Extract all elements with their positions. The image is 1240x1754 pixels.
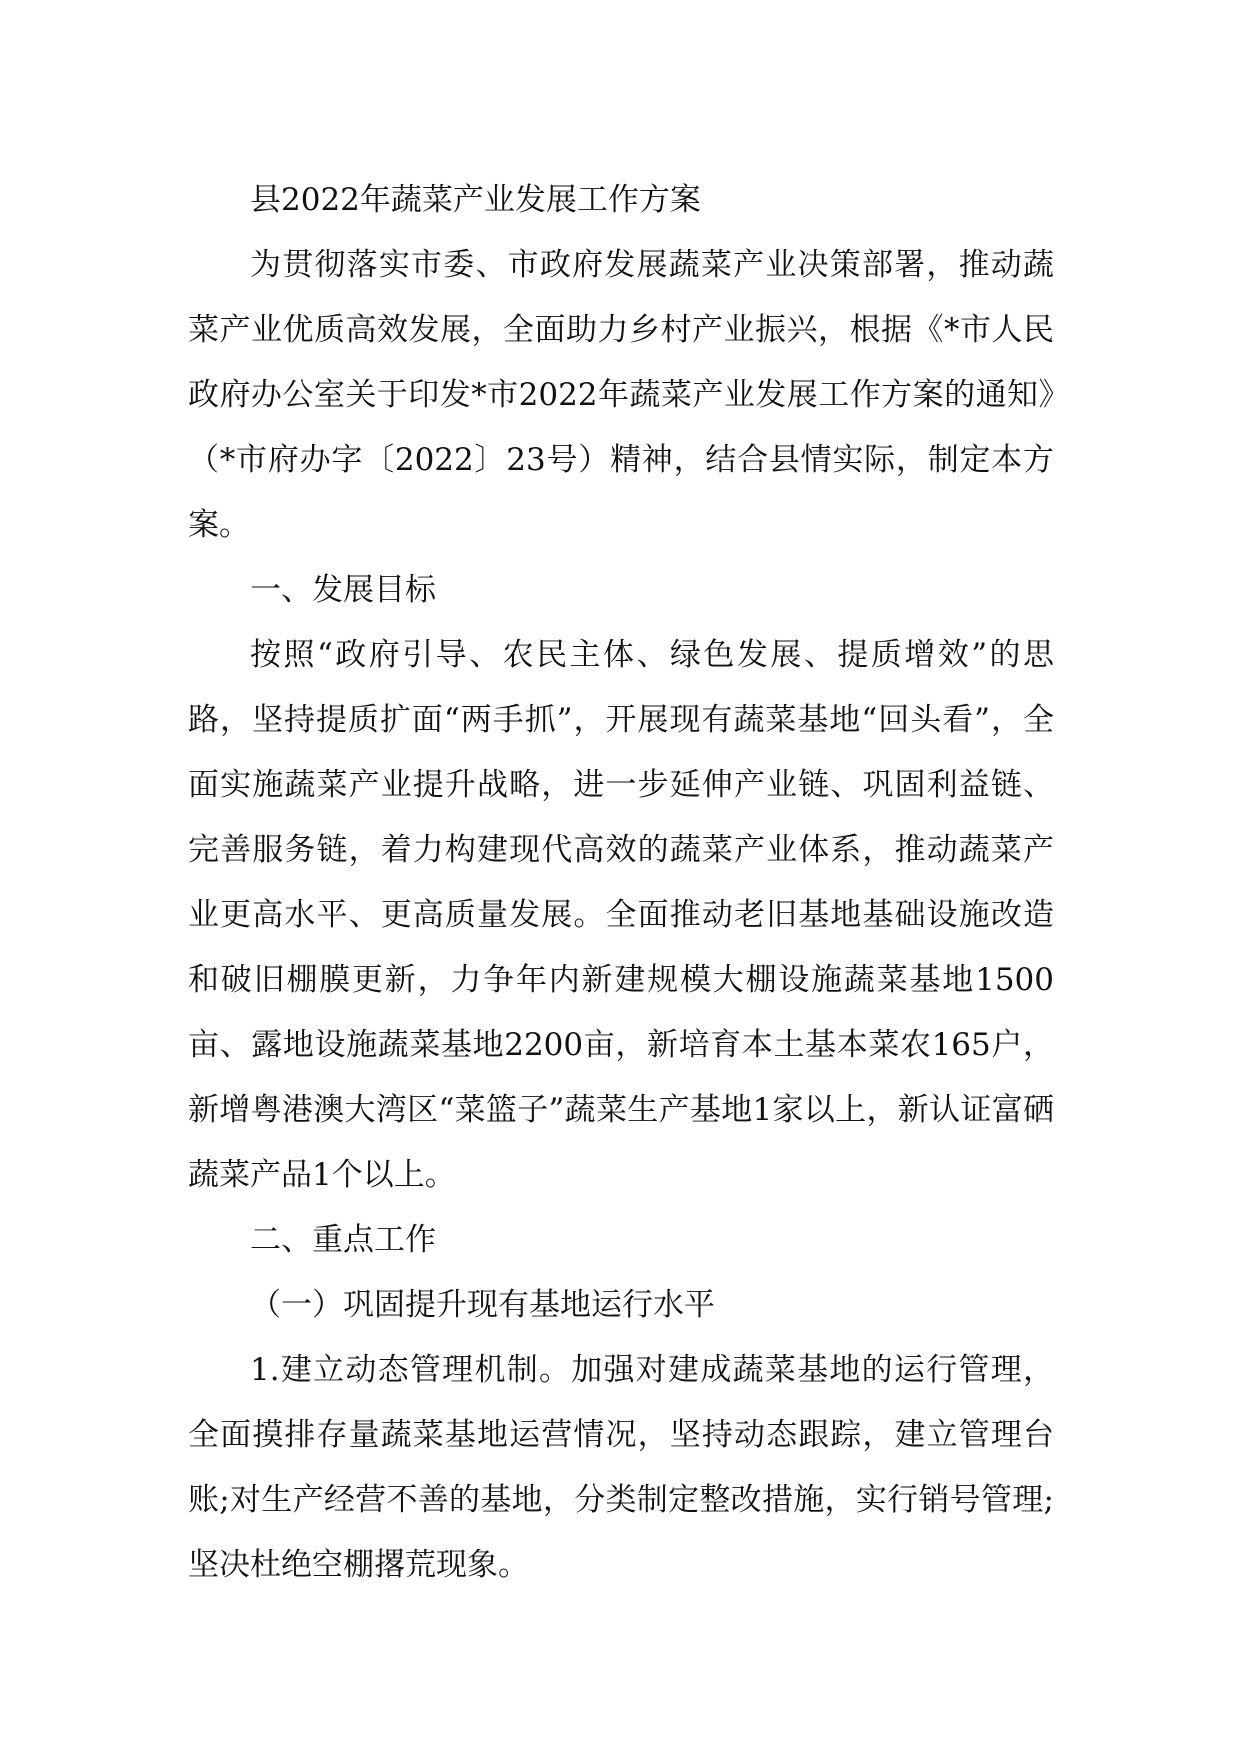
item-dynamic-management: 1.建立动态管理机制。加强对建成蔬菜基地的运行管理，全面摸排存量蔬菜基地运营情况，坚持动态跟踪，建立管理台账;对生产经营不善的基地，分类制定整改措施，实行销号管理;坚决杜绝空棚撂荒现象。 bbox=[188, 1352, 1054, 1583]
document-title: 县2022年蔬菜产业发展工作方案 bbox=[250, 182, 701, 218]
document-page bbox=[188, 168, 1054, 1598]
subsection-heading-consolidate: （一）巩固提升现有基地运行水平 bbox=[250, 1287, 715, 1323]
section-heading-goals: 一、发展目标 bbox=[250, 572, 436, 608]
goals-paragraph: 按照“政府引导、农民主体、绿色发展、提质增效”的思路，坚持提质扩面“两手抓”，开展现有蔬菜基地“回头看”，全面实施蔬菜产业提升战略，进一步延伸产业链、巩固利益链、完善服务链，着力构建现代高效的蔬菜产业体系，推动蔬菜产业更高水平、更高质量发展。全面推动老旧基地基础设施改造和破旧棚膜更新，力争年内新建规模大棚设施蔬菜基地1500亩、露地设施蔬菜基地2200亩，新培育本土基本菜农165户，新增粤港澳大湾区“菜篮子”蔬菜生产基地1家以上，新认证富硒蔬菜产品1个以上。 bbox=[188, 637, 1054, 1193]
intro-paragraph: 为贯彻落实市委、市政府发展蔬菜产业决策部署，推动蔬菜产业优质高效发展，全面助力乡村产业振兴，根据《*市人民政府办公室关于印发*市2022年蔬菜产业发展工作方案的通知》（*市府办字〔2022〕23号）精神，结合县情实际，制定本方案。 bbox=[188, 247, 1054, 543]
section-heading-key-work: 二、重点工作 bbox=[250, 1222, 436, 1258]
